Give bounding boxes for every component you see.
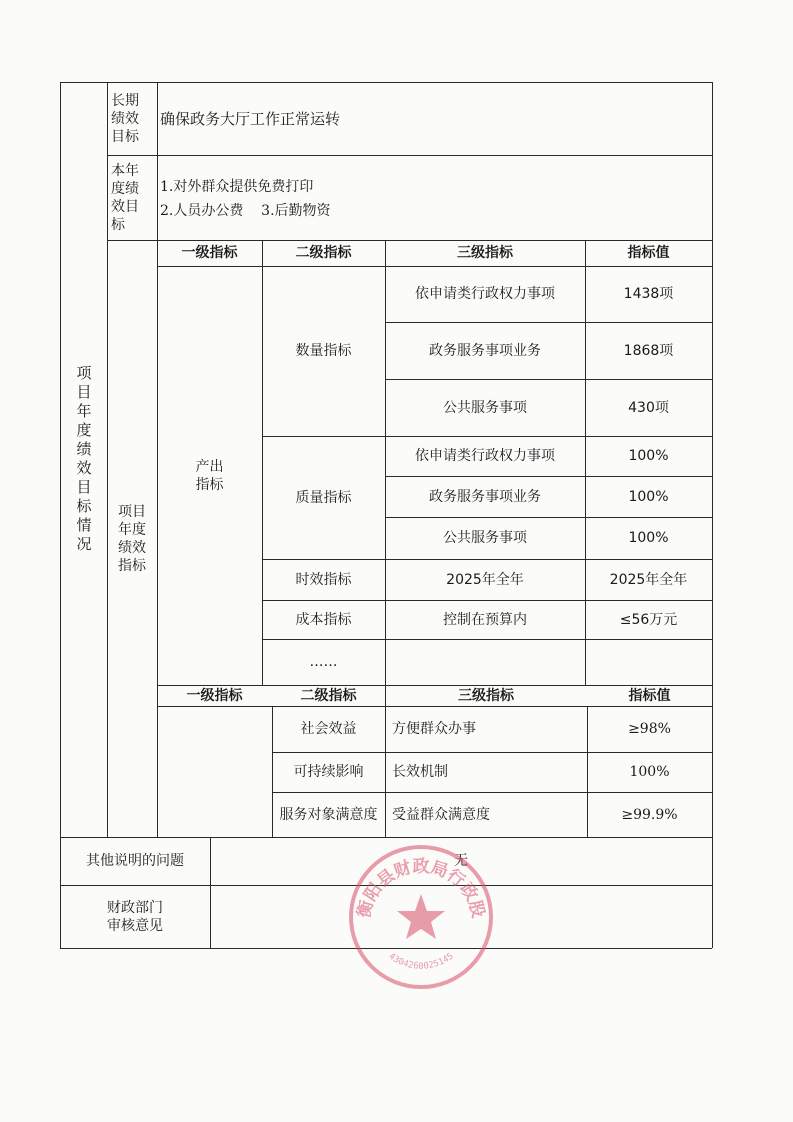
outer-label: 项目年度绩效目标情况 [74,364,93,555]
quality-item-2: 政务服务事项业务 [429,488,541,505]
official-seal [346,842,496,992]
benefit-value-3: ≥99.9% [621,806,678,823]
benefit-item-2: 长效机制 [392,764,448,780]
annual-line-2: 2.人员办公费 3.后勤物资 [160,203,331,219]
benefit-label-3: 服务对象满意度 [279,806,378,823]
benefit-item-1: 方便群众办事 [392,721,476,737]
finance-label: 财政部门 审核意见 [107,899,163,934]
cost-label: 成本指标 [295,611,352,628]
header-level1: 一级指标 [181,245,238,261]
cost-value: ≤56万元 [619,611,678,628]
header-level3: 三级指标 [457,245,513,261]
quantity-value-2: 1868项 [623,342,674,359]
cost-item: 控制在预算内 [443,611,527,628]
header2-level3: 三级指标 [458,687,514,704]
timeliness-item: 2025年全年 [446,571,524,588]
annual-line-1: 1.对外群众提供免费打印 [160,179,314,195]
quality-label: 质量指标 [295,489,352,506]
svg-text:4304260025145: 4304260025145 [386,951,456,972]
timeliness-label: 时效指标 [295,571,352,588]
quantity-value-3: 430项 [628,399,669,416]
benefit-value-2: 100% [629,764,670,780]
output-label: 产出 指标 [195,458,224,493]
long-term-value: 确保政务大厅工作正常运转 [160,110,341,128]
quantity-value-1: 1438项 [623,286,674,302]
quantity-item-1: 依申请类行政权力事项 [415,286,555,302]
annual-label: 本年 度绩 效目 标 [111,163,139,233]
benefit-label-2: 可持续影响 [293,764,364,780]
benefit-label-1: 社会效益 [300,721,357,737]
quantity-item-3: 公共服务事项 [443,399,527,416]
quantity-item-2: 政务服务事项业务 [429,342,541,359]
benefit-value-1: ≥98% [628,721,671,737]
other-label: 其他说明的问题 [86,853,184,869]
quality-item-1: 依申请类行政权力事项 [415,448,555,464]
quality-value-2: 100% [628,488,669,505]
header-level2: 二级指标 [295,245,352,261]
benefit-item-3: 受益群众满意度 [392,806,490,823]
quality-item-3: 公共服务事项 [443,530,527,546]
header2-value: 指标值 [628,687,671,704]
indicator-label: 项目 年度 绩效 指标 [118,504,146,574]
header2-level1: 一级指标 [186,687,243,704]
timeliness-value: 2025年全年 [609,571,688,588]
long-term-label: 长期 绩效 目标 [111,93,139,145]
quantity-label: 数量指标 [295,343,352,359]
quality-value-1: 100% [628,448,669,464]
header2-level2: 二级指标 [300,687,357,704]
ellipsis: …… [309,654,338,670]
quality-value-3: 100% [628,530,669,546]
svg-text:衡阳县财政局行政股: 衡阳县财政局行政股 [354,856,488,920]
other-value: 无 [454,853,468,869]
header-value: 指标值 [627,245,670,261]
